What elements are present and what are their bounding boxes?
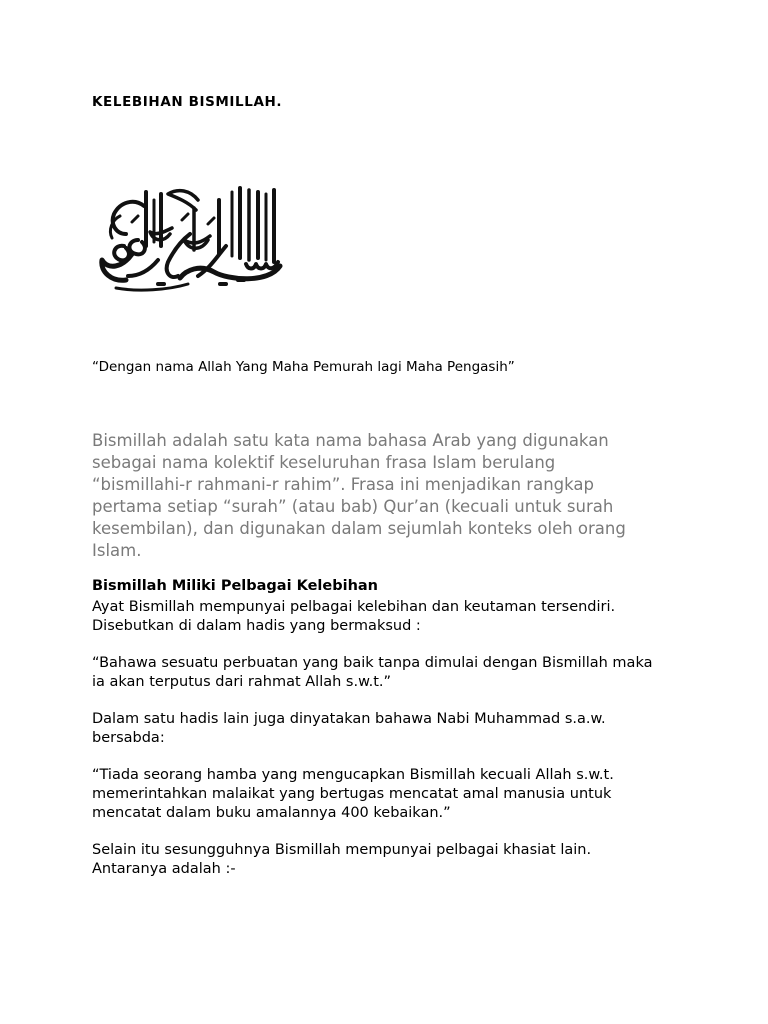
paragraph-line: “Tiada seorang hamba yang mengucapkan Bismillah kecuali Allah s.w.t. [92, 767, 614, 783]
paragraph-line: memerintahkan malaikat yang bertugas mencatat amal manusia untuk [92, 786, 612, 802]
intro-line: sebagai nama kolektif keseluruhan frasa Islam berulang [92, 453, 556, 472]
paragraph-hadis-lain [92, 710, 712, 748]
paragraph-line: Disebutkan di dalam hadis yang bermaksud : [92, 618, 421, 634]
paragraph-line: Antaranya adalah :- [92, 861, 236, 877]
intro-line: Bismillah adalah satu kata nama bahasa Arab yang digunakan [92, 431, 609, 450]
intro-paragraph [92, 430, 692, 562]
paragraph-line: bersabda: [92, 730, 165, 746]
paragraph-line: mencatat dalam buku amalannya 400 kebaikan.” [92, 805, 451, 821]
intro-line: kesembilan), dan digunakan dalam sejumlah konteks oleh orang [92, 519, 626, 538]
section-heading: Bismillah Miliki Pelbagai Kelebihan [92, 578, 379, 594]
paragraph-line: Dalam satu hadis lain juga dinyatakan bahawa Nabi Muhammad s.a.w. [92, 711, 606, 727]
hadith-quote-2 [92, 766, 712, 823]
paragraph-line: Ayat Bismillah mempunyai pelbagai kelebihan dan keutaman tersendiri. [92, 599, 616, 615]
paragraph-line: Selain itu sesungguhnya Bismillah mempunyai pelbagai khasiat lain. [92, 842, 592, 858]
bismillah-calligraphy-icon [98, 180, 284, 298]
intro-line: “bismillahi-r rahmani-r rahim”. Frasa ini menjadikan rangkap [92, 475, 594, 494]
intro-line: Islam. [92, 541, 142, 560]
paragraph-line: “Bahawa sesuatu perbuatan yang baik tanpa dimulai dengan Bismillah maka [92, 655, 653, 671]
bismillah-translation: “Dengan nama Allah Yang Maha Pemurah lagi Maha Pengasih” [92, 359, 515, 375]
paragraph-kelebihan [92, 598, 712, 636]
intro-line: pertama setiap “surah” (atau bab) Qur’an (kecuali untuk surah [92, 497, 614, 516]
paragraph-line: ia akan terputus dari rahmat Allah s.w.t.” [92, 674, 392, 690]
page-title: KELEBIHAN BISMILLAH. [92, 94, 283, 110]
paragraph-khasiat [92, 841, 712, 879]
hadith-quote-1 [92, 654, 712, 692]
